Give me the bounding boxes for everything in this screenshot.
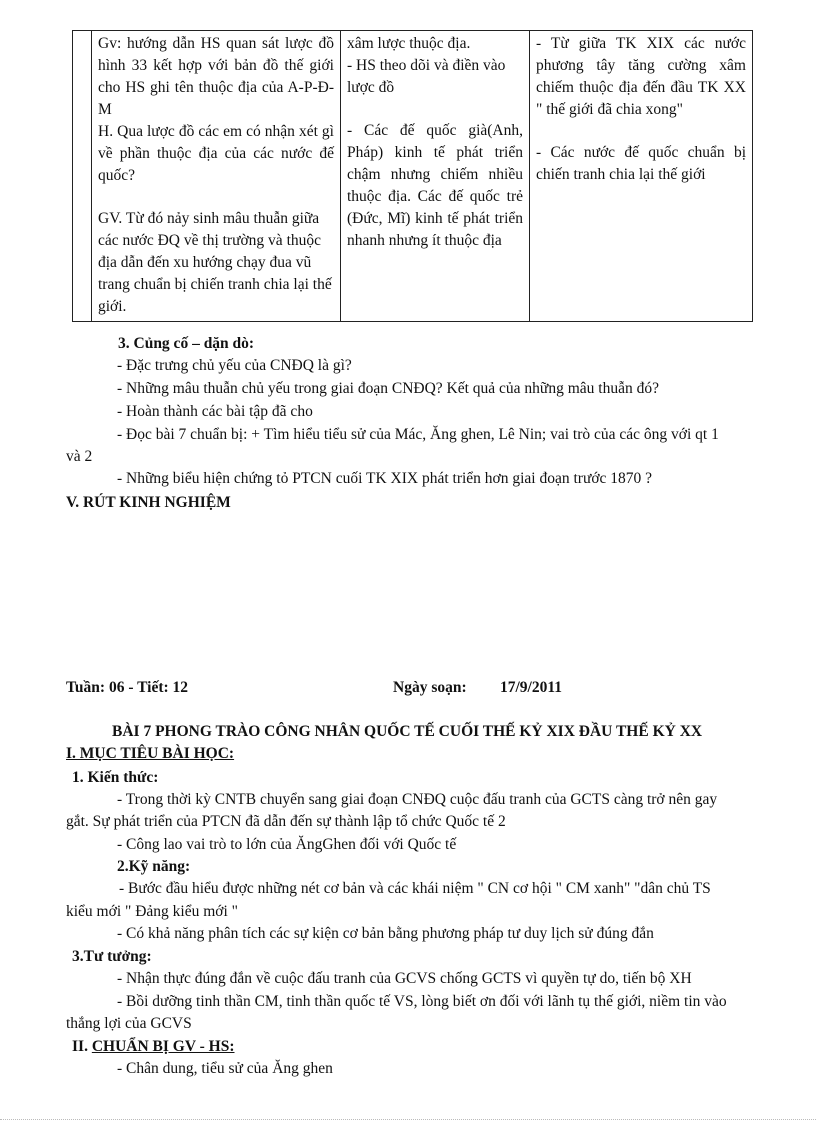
lesson-title: BÀI 7 PHONG TRÀO CÔNG NHÂN QUỐC TẾ CUỐI THẾ KỶ XIX ĐẦU THẾ KỶ XX (112, 723, 703, 740)
experience-heading: V. RÚT KINH NGHIỆM (66, 494, 231, 511)
thought-item-continued: thắng lợi của GCVS (66, 1015, 192, 1032)
content-text-1: - Từ giữa TK XIX các nước phương tây tăng cường xâm chiếm thuộc địa đến đầu TK XX " thế giới đã chia xong" (536, 35, 746, 118)
consolidation-item: - Đọc bài 7 chuẩn bị: + Tìm hiểu tiểu sử của Mác, Ăng ghen, Lê Nin; vai trò của các ông với qt 1 (117, 426, 719, 443)
knowledge-item: - Công lao vai trò to lớn của ĂngGhen đối với Quốc tế (117, 836, 457, 853)
skills-heading: 2.Kỹ năng: (117, 858, 191, 875)
page-bottom-divider (0, 1119, 816, 1121)
week-label: Tuần: 06 - Tiết: 12 (66, 679, 189, 696)
thought-item: - Nhận thực đúng đắn về cuộc đấu tranh của GCVS chống GCTS vì quyền tự do, tiến bộ XH (117, 970, 692, 987)
content-cell (530, 31, 753, 322)
skills-item: - Có khả năng phân tích các sự kiện cơ bản bằng phương pháp tư duy lịch sử đúng đắn (117, 925, 654, 942)
date-label: Ngày soạn: (393, 679, 467, 696)
preparation-item: - Chân dung, tiểu sử của Ăng ghen (117, 1060, 333, 1077)
teacher-activity-cell (92, 31, 341, 322)
student-activity-cell (341, 31, 530, 322)
consolidation-item: - Những mâu thuẫn chủ yếu trong giai đoạn CNĐQ? Kết quả của những mâu thuẫn đó? (117, 380, 659, 397)
knowledge-item-continued: gắt. Sự phát triển của PTCN đã dẫn đến sự thành lập tổ chức Quốc tế 2 (66, 813, 506, 830)
table-margin-cell (73, 31, 92, 322)
consolidation-item: - Đặc trưng chủ yếu của CNĐQ là gì? (117, 357, 352, 374)
consolidation-item-continued: và 2 (66, 448, 93, 465)
date-value: 17/9/2011 (500, 679, 563, 696)
lesson-table (72, 30, 753, 322)
teacher-explanation: GV. Từ đó nảy sinh mâu thuẫn giữa các nước ĐQ về thị trường và thuộc địa dẫn đến xu hướng chạy đua vũ trang chuẩn bị chiến tranh chia lại thế giới. (98, 210, 332, 315)
student-text-1: xâm lược thuộc địa. (347, 35, 471, 52)
student-text-3: - Các đế quốc già(Anh, Pháp) kinh tế phát triển chậm nhưng chiếm nhiều thuộc địa. Các đế quốc trẻ (Đức, Mĩ) kinh tế phát triển nhanh nhưng ít thuộc địa (347, 122, 523, 249)
knowledge-item: - Trong thời kỳ CNTB chuyển sang giai đoạn CNĐQ cuộc đấu tranh của GCTS càng trở nên gay (117, 791, 718, 808)
consolidation-heading: 3. Củng cố – dặn dò: (118, 335, 255, 352)
table-row (73, 31, 753, 322)
student-text-2: - HS theo dõi và điền vào lược đồ (347, 57, 506, 96)
section2-number: II. (72, 1038, 88, 1055)
content-text-2: - Các nước đế quốc chuẩn bị chiến tranh chia lại thế giới (536, 144, 746, 183)
consolidation-item: - Những biểu hiện chứng tỏ PTCN cuối TK XIX phát triển hơn giai đoạn trước 1870 ? (117, 470, 653, 487)
section1-heading: I. MỤC TIÊU BÀI HỌC: (66, 745, 235, 762)
skills-item: - Bước đầu hiểu được những nét cơ bản và các khái niệm " CN cơ hội " CM xanh" "dân chủ TS (119, 880, 711, 897)
skills-item-continued: kiểu mới " Đảng kiểu mới " (66, 903, 238, 920)
consolidation-item: - Hoàn thành các bài tập đã cho (117, 403, 313, 420)
section2-title: CHUẨN BỊ GV - HS: (91, 1038, 235, 1055)
teacher-instruction: Gv: hướng dẫn HS quan sát lược đồ hình 33 kết hợp với bản đồ thế giới cho HS ghi tên thuộc địa của A-P-Đ-M (98, 35, 334, 118)
knowledge-heading: 1. Kiến thức: (72, 769, 159, 786)
section2-heading (72, 1036, 235, 1057)
thought-heading: 3.Tư tưởng: (72, 948, 152, 965)
thought-item: - Bồi dưỡng tinh thần CM, tinh thần quốc tế VS, lòng biết ơn đối với lãnh tụ thế giới, niềm tin vào (117, 993, 727, 1010)
teacher-question: H. Qua lược đồ các em có nhận xét gì về phần thuộc địa của các nước đế quốc? (98, 123, 334, 184)
